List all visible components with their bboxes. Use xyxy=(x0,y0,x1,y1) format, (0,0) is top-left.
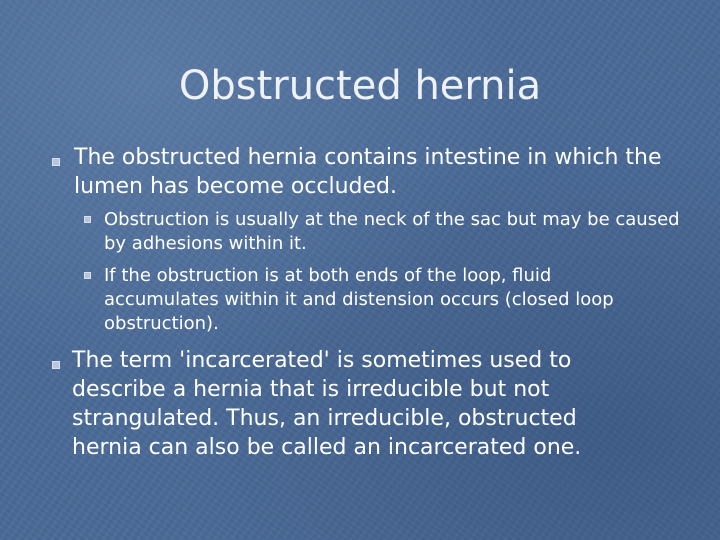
bullet-text-incarcerated: The term 'incarcerated' is sometimes used to describe a hernia that is irreducible but not strangulated. Thus, an irreducible, obstructed hernia can also be called an incarcerated one. xyxy=(72,348,582,460)
subbullet-text-neck-of-sac: Obstruction is usually at the neck of the sac but may be caused by adhesions within it. xyxy=(104,209,680,254)
subbullet-square-icon xyxy=(84,272,91,279)
bullet-text-obstructed-hernia: The obstructed hernia contains intestine in which the lumen has become occluded. xyxy=(74,145,662,199)
bullet-square-icon xyxy=(52,361,60,369)
slide-title: Obstructed hernia xyxy=(178,63,542,109)
subbullet-text-closed-loop: If the obstruction is at both ends of the loop, fluid accumulates within it and distension occurs (closed loop obstruction). xyxy=(104,265,614,334)
bullet-square-icon xyxy=(52,158,60,166)
subbullet-square-icon xyxy=(84,216,91,223)
